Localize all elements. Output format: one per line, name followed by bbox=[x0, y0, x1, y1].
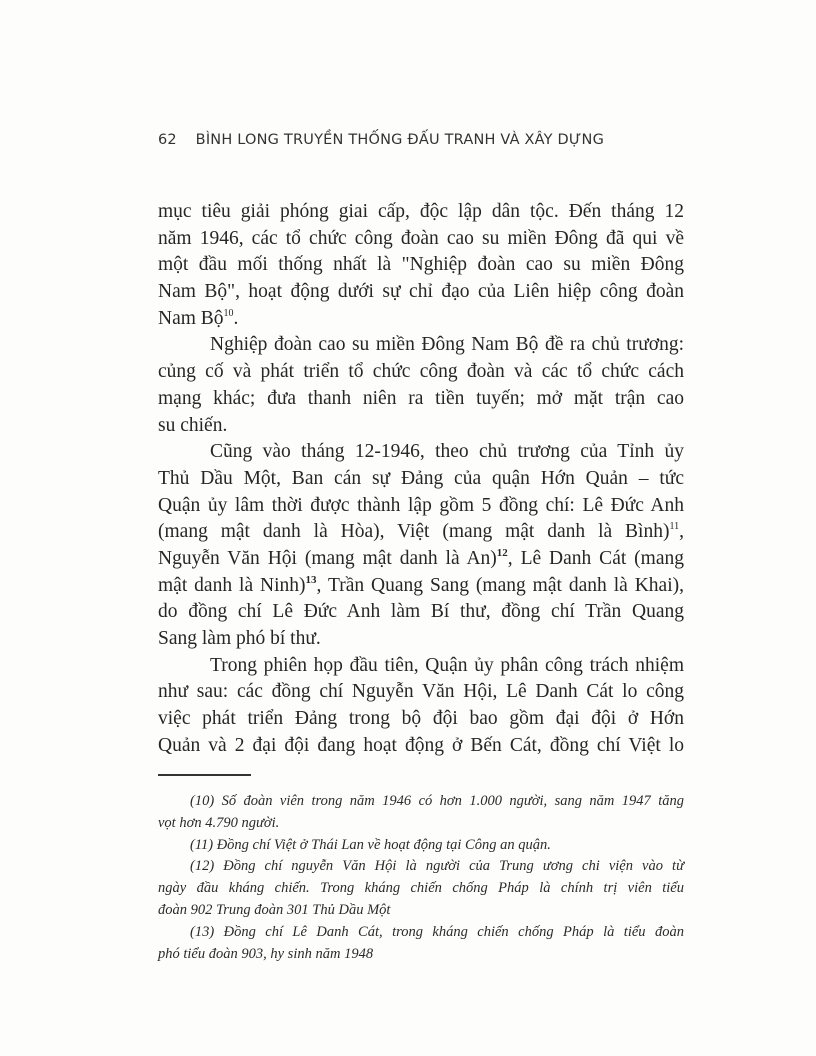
body-line bbox=[158, 332, 684, 359]
body-line bbox=[158, 519, 684, 546]
text-run: củng cố và phát triển tổ chức công đoàn và các tổ chức cách bbox=[158, 361, 684, 383]
text-run: mạng khác; đưa thanh niên ra tiền tuyến; mở mặt trận cao bbox=[158, 387, 684, 409]
body-line bbox=[158, 653, 684, 680]
text-run: Thủ Dầu Một, Ban cán sự Đảng của quận Hớn Quản – tức bbox=[158, 467, 684, 489]
running-header bbox=[158, 132, 604, 148]
body-line bbox=[158, 626, 684, 653]
text-run: su chiến. bbox=[158, 414, 228, 436]
footnote-line bbox=[158, 856, 684, 878]
body-line bbox=[158, 493, 684, 520]
body-line bbox=[158, 306, 684, 333]
body-line bbox=[158, 413, 684, 440]
text-run: . bbox=[233, 307, 239, 329]
page-number: 62 bbox=[158, 132, 177, 148]
text-run: Nam Bộ bbox=[158, 307, 224, 329]
text-run: Quận ủy lâm thời được thành lập gồm 5 đồng chí: Lê Đức Anh bbox=[158, 494, 684, 516]
footnote-ref: 12 bbox=[496, 546, 508, 559]
body-line bbox=[158, 679, 684, 706]
text-run: Quản và 2 đại đội đang hoạt động ở Bến Cát, đồng chí Việt lo bbox=[158, 734, 684, 756]
text-run: năm 1946, các tổ chức công đoàn cao su miền Đông đã qui về bbox=[158, 227, 684, 249]
text-run: Nguyễn Văn Hội (mang mật danh là An) bbox=[158, 547, 497, 569]
body-line bbox=[158, 599, 684, 626]
footnote-line bbox=[158, 900, 684, 922]
body-line bbox=[158, 199, 684, 226]
text-run: việc phát triển Đảng trong bộ đội bao gồm đại đội ở Hớn bbox=[158, 708, 684, 730]
footnote-ref: 10 bbox=[223, 307, 234, 319]
footnote-ref: 13 bbox=[305, 573, 317, 586]
body-line bbox=[158, 252, 684, 279]
body-line bbox=[158, 359, 684, 386]
text-run: (10) Số đoàn viên trong năm 1946 có hơn 1.000 người, sang năm 1947 tăng bbox=[190, 793, 684, 809]
body-line bbox=[158, 466, 684, 493]
footnote-line bbox=[158, 878, 684, 900]
footnote-line bbox=[158, 944, 684, 966]
footnote-line bbox=[158, 922, 684, 944]
body-line bbox=[158, 226, 684, 253]
body-line bbox=[158, 279, 684, 306]
body-line bbox=[158, 439, 684, 466]
text-run: ngày đầu kháng chiến. Trong kháng chiến chống Pháp là chính trị viên tiểu bbox=[158, 880, 684, 897]
text-run: Cũng vào tháng 12-1946, theo chủ trương của Tỉnh ủy bbox=[210, 441, 684, 463]
text-run: đoàn 902 Trung đoàn 301 Thủ Dầu Một bbox=[158, 901, 391, 918]
footnote-line bbox=[158, 835, 684, 857]
footnote-divider bbox=[158, 774, 251, 776]
text-run: Nam Bộ", hoạt động dưới sự chỉ đạo của Liên hiệp công đoàn bbox=[158, 281, 684, 303]
body-text bbox=[158, 199, 684, 759]
text-run: do đồng chí Lê Đức Anh làm Bí thư, đồng chí Trần Quang bbox=[158, 601, 684, 623]
text-run: (12) Đồng chí nguyễn Văn Hội là người của Trung ương chi viện vào từ bbox=[190, 858, 684, 875]
text-run: Nghiệp đoàn cao su miền Đông Nam Bộ đề ra chủ trương: bbox=[210, 334, 684, 356]
text-run: mục tiêu giải phóng giai cấp, độc lập dân tộc. Đến tháng 12 bbox=[158, 201, 684, 222]
body-line bbox=[158, 386, 684, 413]
body-line bbox=[158, 706, 684, 733]
text-run: như sau: các đồng chí Nguyễn Văn Hội, Lê Danh Cát lo công bbox=[158, 681, 684, 703]
footnote-line bbox=[158, 813, 684, 835]
running-title: BÌNH LONG TRUYỀN THỐNG ĐẤU TRANH VÀ XÂY DỰNG bbox=[195, 132, 605, 148]
text-run: Sang làm phó bí thư. bbox=[158, 628, 321, 649]
text-run: , bbox=[679, 521, 684, 543]
text-run: vọt hơn 4.790 người. bbox=[158, 814, 280, 831]
text-run: , Lê Danh Cát (mang bbox=[507, 547, 684, 569]
body-line bbox=[158, 546, 684, 573]
text-run: (mang mật danh là Hòa), Việt (mang mật danh là Bình) bbox=[158, 521, 670, 543]
body-line bbox=[158, 573, 684, 600]
text-run: Trong phiên họp đầu tiên, Quận ủy phân công trách nhiệm bbox=[210, 654, 684, 676]
text-run: , Trần Quang Sang (mang mật danh là Khai), bbox=[316, 574, 684, 596]
body-line bbox=[158, 733, 684, 760]
footnote-line bbox=[158, 791, 684, 813]
text-run: (11) Đồng chí Việt ở Thái Lan về hoạt động tại Công an quận. bbox=[190, 836, 551, 853]
footnotes bbox=[158, 791, 684, 965]
text-run: phó tiểu đoàn 903, hy sinh năm 1948 bbox=[158, 945, 374, 962]
text-run: một đầu mối thống nhất là "Nghiệp đoàn cao su miền Đông bbox=[158, 254, 684, 276]
text-run: mật danh là Ninh) bbox=[158, 574, 306, 596]
text-run: (13) Đồng chí Lê Danh Cát, trong kháng chiến chống Pháp là tiểu đoàn bbox=[190, 923, 684, 940]
footnote-ref: 11 bbox=[669, 521, 680, 533]
